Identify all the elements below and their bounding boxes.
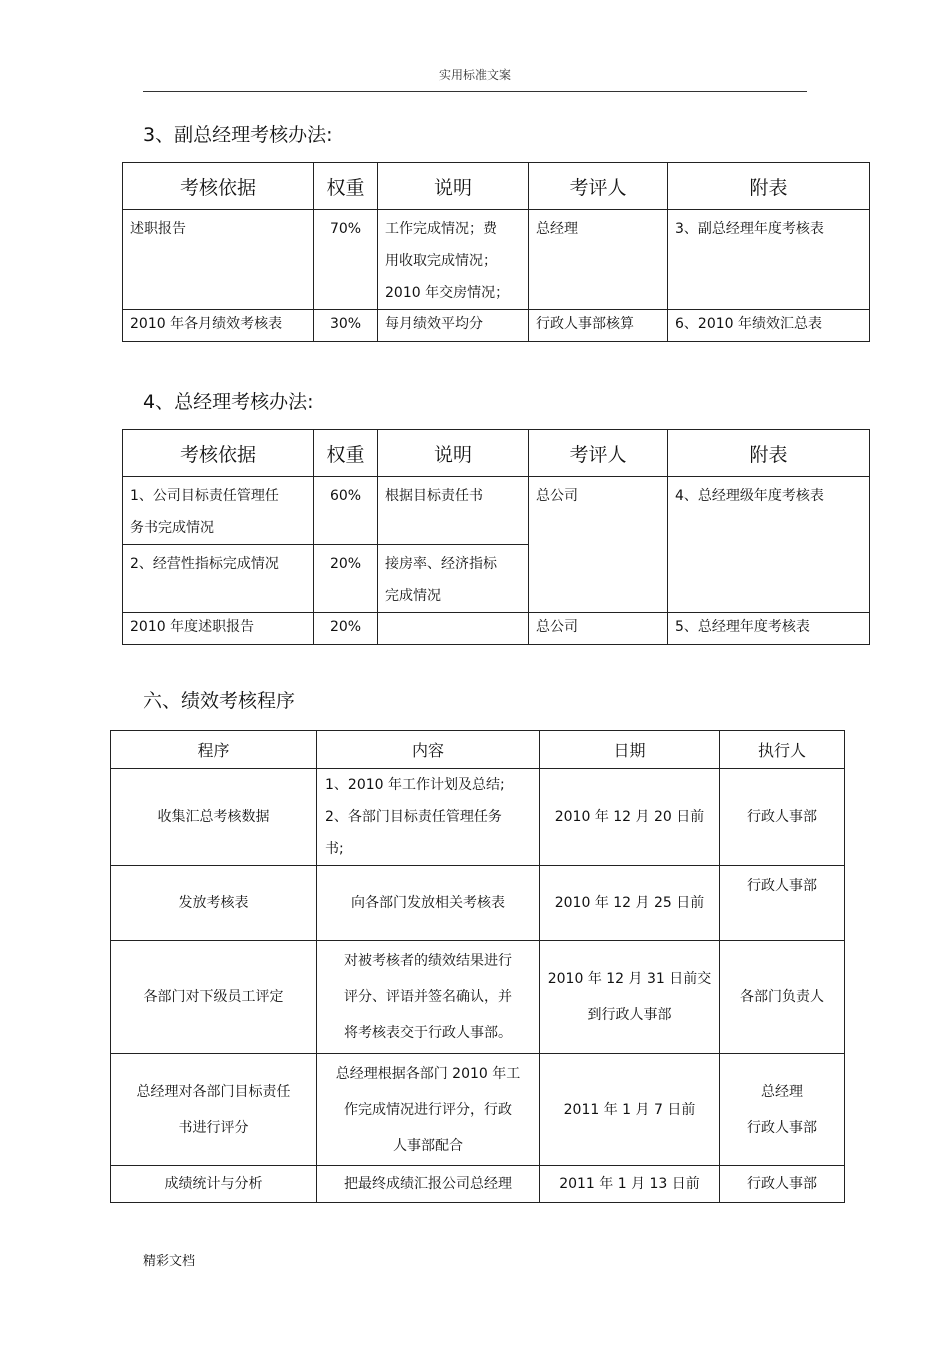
executor-cell: [720, 1054, 845, 1166]
col-header: 附表: [668, 163, 870, 210]
desc-cell: [378, 545, 529, 613]
col-header: 考评人: [529, 163, 668, 210]
desc-line: 完成情况: [385, 588, 441, 604]
attachment-cell: 3、副总经理年度考核表: [668, 210, 870, 310]
weight-cell: 60%: [314, 477, 378, 545]
table-header-row: [123, 163, 870, 210]
evaluator-cell: 总公司: [529, 477, 668, 613]
table-row: [123, 477, 870, 545]
evaluator-cell: 总经理: [529, 210, 668, 310]
step-line: 书进行评分: [178, 1119, 249, 1136]
col-header: 说明: [378, 163, 529, 210]
table-row: [123, 310, 870, 342]
table-row: [111, 769, 845, 866]
col-header: 考核依据: [123, 163, 314, 210]
executor-line: 行政人事部: [747, 1119, 817, 1136]
attachment-cell: 6、2010 年绩效汇总表: [668, 310, 870, 342]
executor-cell: 行政人事部: [720, 1166, 845, 1203]
table-row: [123, 613, 870, 645]
col-header: 考核依据: [123, 430, 314, 477]
attachment-cell: 4、总经理级年度考核表: [668, 477, 870, 613]
basis-cell: 2010 年度述职报告: [123, 613, 314, 645]
desc-line: 2010 年交房情况；: [385, 285, 510, 301]
content-line: 对被考核者的绩效结果进行: [344, 953, 512, 969]
desc-cell: [378, 613, 529, 645]
table-row: [111, 1054, 845, 1166]
content-cell: [317, 1054, 540, 1166]
weight-cell: 20%: [314, 613, 378, 645]
weight-cell: 30%: [314, 310, 378, 342]
step-cell: 发放考核表: [111, 866, 317, 941]
table-header-row: [111, 731, 845, 769]
date-line: 2010 年 12 月 31 日前交: [547, 971, 712, 987]
col-header: 说明: [378, 430, 529, 477]
executor-cell: 行政人事部: [720, 769, 845, 866]
step-line: 总经理对各部门目标责任: [136, 1083, 291, 1100]
date-cell: 2010 年 12 月 25 日前: [540, 866, 720, 941]
col-header: 权重: [314, 430, 378, 477]
content-line: 1、2010 年工作计划及总结;: [325, 777, 505, 793]
desc-cell: 根据目标责任书: [378, 477, 529, 545]
content-line: 作完成情况进行评分，行政: [344, 1101, 512, 1118]
table-row: [111, 941, 845, 1054]
step-cell: [111, 1054, 317, 1166]
col-header: 附表: [668, 430, 870, 477]
evaluator-cell: 行政人事部核算: [529, 310, 668, 342]
page-footer: 精彩文档: [143, 1254, 196, 1269]
content-line: 将考核表交于行政人事部。: [344, 1025, 512, 1041]
header-rule: [143, 91, 807, 92]
content-cell: 向各部门发放相关考核表: [317, 866, 540, 941]
content-cell: [317, 769, 540, 866]
executor-cell: 各部门负责人: [720, 941, 845, 1054]
content-cell: [317, 941, 540, 1054]
content-line: 人事部配合: [393, 1137, 463, 1154]
col-header: 日期: [540, 731, 720, 769]
section3-title: 3、副总经理考核办法:: [143, 124, 333, 146]
table-row: [111, 1166, 845, 1203]
page-header: 实用标准文案: [438, 68, 511, 82]
step-cell: 收集汇总考核数据: [111, 769, 317, 866]
vice-gm-assessment-table: [122, 162, 870, 342]
table-row: [123, 210, 870, 310]
weight-cell: 20%: [314, 545, 378, 613]
basis-cell: [123, 477, 314, 545]
date-cell: 2011 年 1 月 13 日前: [540, 1166, 720, 1203]
date-cell: 2010 年 12 月 20 日前: [540, 769, 720, 866]
table-row: [111, 866, 845, 941]
desc-line: 工作完成情况；费: [385, 221, 497, 237]
desc-cell: [378, 210, 529, 310]
weight-cell: 70%: [314, 210, 378, 310]
step-cell: 成绩统计与分析: [111, 1166, 317, 1203]
content-line: 书;: [325, 841, 344, 857]
basis-cell: 述职报告: [123, 210, 314, 310]
executor-line: 总经理: [761, 1083, 803, 1100]
date-cell: [540, 941, 720, 1054]
attachment-cell: 5、总经理年度考核表: [668, 613, 870, 645]
desc-cell: 每月绩效平均分: [378, 310, 529, 342]
content-line: 2、各部门目标责任管理任务: [325, 809, 502, 825]
basis-cell: 2010 年各月绩效考核表: [123, 310, 314, 342]
col-header: 内容: [317, 731, 540, 769]
col-header: 权重: [314, 163, 378, 210]
section6-title: 六、绩效考核程序: [143, 690, 296, 712]
table-header-row: [123, 430, 870, 477]
content-line: 总经理根据各部门 2010 年工: [335, 1065, 521, 1082]
basis-line: 1、公司目标责任管理任: [130, 488, 279, 504]
basis-cell: 2、经营性指标完成情况: [123, 545, 314, 613]
col-header: 执行人: [720, 731, 845, 769]
assessment-procedure-table: [110, 730, 845, 1203]
col-header: 考评人: [529, 430, 668, 477]
col-header: 程序: [111, 731, 317, 769]
section4-title: 4、总经理考核办法:: [143, 391, 314, 413]
content-line: 评分、评语并签名确认，并: [344, 989, 512, 1005]
date-line: 到行政人事部: [587, 1007, 672, 1023]
step-cell: 各部门对下级员工评定: [111, 941, 317, 1054]
desc-line: 接房率、经济指标: [385, 556, 497, 572]
desc-line: 用收取完成情况；: [385, 253, 497, 269]
basis-line: 务书完成情况: [130, 520, 214, 536]
executor-cell: 行政人事部: [720, 866, 845, 941]
content-cell: 把最终成绩汇报公司总经理: [317, 1166, 540, 1203]
date-cell: 2011 年 1 月 7 日前: [540, 1054, 720, 1166]
evaluator-cell: 总公司: [529, 613, 668, 645]
gm-assessment-table: [122, 429, 870, 645]
